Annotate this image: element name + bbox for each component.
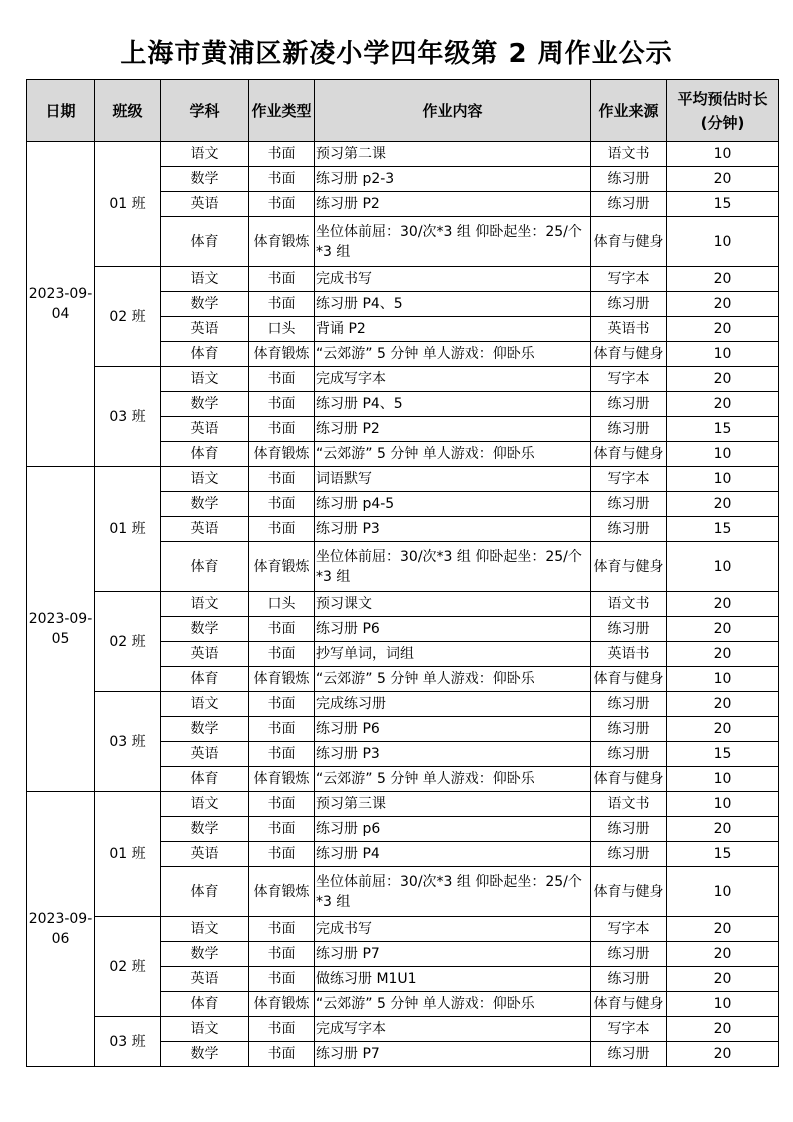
type-cell: 口头 bbox=[249, 317, 315, 342]
source-cell: 体育与健身 bbox=[591, 442, 667, 467]
type-cell: 体育锻炼 bbox=[249, 867, 315, 917]
subject-cell: 体育 bbox=[161, 442, 249, 467]
source-cell: 练习册 bbox=[591, 517, 667, 542]
page-title: 上海市黄浦区新凌小学四年级第 2 周作业公示 bbox=[120, 39, 673, 69]
table-row bbox=[27, 267, 779, 292]
subject-cell: 英语 bbox=[161, 967, 249, 992]
content-cell: 练习册 P4、5 bbox=[315, 292, 591, 317]
subject-cell: 语文 bbox=[161, 1017, 249, 1042]
source-cell: 英语书 bbox=[591, 317, 667, 342]
source-cell: 练习册 bbox=[591, 967, 667, 992]
content-cell: “云郊游” 5 分钟 单人游戏：仰卧乐 bbox=[315, 667, 591, 692]
table-row bbox=[27, 792, 779, 817]
subject-cell: 语文 bbox=[161, 142, 249, 167]
subject-cell: 数学 bbox=[161, 492, 249, 517]
content-cell: 预习第二课 bbox=[315, 142, 591, 167]
header-date: 日期 bbox=[27, 80, 95, 142]
content-cell: 练习册 P3 bbox=[315, 742, 591, 767]
type-cell: 书面 bbox=[249, 717, 315, 742]
type-cell: 体育锻炼 bbox=[249, 442, 315, 467]
subject-cell: 英语 bbox=[161, 642, 249, 667]
class-cell: 02 班 bbox=[95, 267, 161, 367]
type-cell: 书面 bbox=[249, 942, 315, 967]
time-cell: 10 bbox=[667, 142, 779, 167]
content-cell: 练习册 p4-5 bbox=[315, 492, 591, 517]
subject-cell: 语文 bbox=[161, 367, 249, 392]
type-cell: 书面 bbox=[249, 742, 315, 767]
class-cell: 03 班 bbox=[95, 1017, 161, 1067]
time-cell: 15 bbox=[667, 517, 779, 542]
subject-cell: 语文 bbox=[161, 692, 249, 717]
source-cell: 语文书 bbox=[591, 792, 667, 817]
type-cell: 书面 bbox=[249, 467, 315, 492]
type-cell: 书面 bbox=[249, 492, 315, 517]
type-cell: 书面 bbox=[249, 1017, 315, 1042]
source-cell: 写字本 bbox=[591, 267, 667, 292]
source-cell: 体育与健身 bbox=[591, 542, 667, 592]
content-cell: 做练习册 M1U1 bbox=[315, 967, 591, 992]
time-cell: 20 bbox=[667, 317, 779, 342]
type-cell: 体育锻炼 bbox=[249, 342, 315, 367]
subject-cell: 英语 bbox=[161, 417, 249, 442]
type-cell: 体育锻炼 bbox=[249, 767, 315, 792]
subject-cell: 英语 bbox=[161, 517, 249, 542]
subject-cell: 语文 bbox=[161, 917, 249, 942]
class-cell: 01 班 bbox=[95, 142, 161, 267]
time-cell: 20 bbox=[667, 967, 779, 992]
source-cell: 写字本 bbox=[591, 467, 667, 492]
date-cell: 2023-09-05 bbox=[27, 467, 95, 792]
time-cell: 10 bbox=[667, 667, 779, 692]
content-cell: 完成书写 bbox=[315, 917, 591, 942]
table-body bbox=[27, 142, 779, 1067]
content-cell: 词语默写 bbox=[315, 467, 591, 492]
subject-cell: 语文 bbox=[161, 267, 249, 292]
header-source: 作业来源 bbox=[591, 80, 667, 142]
source-cell: 练习册 bbox=[591, 292, 667, 317]
source-cell: 练习册 bbox=[591, 817, 667, 842]
source-cell: 练习册 bbox=[591, 417, 667, 442]
subject-cell: 数学 bbox=[161, 942, 249, 967]
source-cell: 练习册 bbox=[591, 692, 667, 717]
content-cell: 练习册 P4、5 bbox=[315, 392, 591, 417]
subject-cell: 数学 bbox=[161, 817, 249, 842]
content-cell: 练习册 P2 bbox=[315, 192, 591, 217]
content-cell: 练习册 P7 bbox=[315, 1042, 591, 1067]
time-cell: 10 bbox=[667, 217, 779, 267]
homework-table bbox=[26, 79, 779, 1067]
source-cell: 练习册 bbox=[591, 842, 667, 867]
source-cell: 写字本 bbox=[591, 1017, 667, 1042]
header-type: 作业类型 bbox=[249, 80, 315, 142]
subject-cell: 英语 bbox=[161, 317, 249, 342]
source-cell: 写字本 bbox=[591, 917, 667, 942]
class-cell: 01 班 bbox=[95, 792, 161, 917]
content-cell: “云郊游” 5 分钟 单人游戏：仰卧乐 bbox=[315, 992, 591, 1017]
type-cell: 书面 bbox=[249, 967, 315, 992]
subject-cell: 数学 bbox=[161, 1042, 249, 1067]
content-cell: 预习第三课 bbox=[315, 792, 591, 817]
class-cell: 03 班 bbox=[95, 692, 161, 792]
type-cell: 口头 bbox=[249, 592, 315, 617]
time-cell: 10 bbox=[667, 542, 779, 592]
time-cell: 20 bbox=[667, 817, 779, 842]
time-cell: 20 bbox=[667, 1017, 779, 1042]
time-cell: 10 bbox=[667, 767, 779, 792]
header-time: 平均预估时长(分钟) bbox=[667, 80, 779, 142]
content-cell: 练习册 P3 bbox=[315, 517, 591, 542]
subject-cell: 体育 bbox=[161, 342, 249, 367]
subject-cell: 英语 bbox=[161, 842, 249, 867]
source-cell: 写字本 bbox=[591, 367, 667, 392]
content-cell: 预习课文 bbox=[315, 592, 591, 617]
time-cell: 10 bbox=[667, 442, 779, 467]
content-cell: 完成写字本 bbox=[315, 367, 591, 392]
content-cell: 坐位体前屈：30/次*3 组 仰卧起坐：25/个*3 组 bbox=[315, 542, 591, 592]
type-cell: 书面 bbox=[249, 642, 315, 667]
content-cell: 坐位体前屈：30/次*3 组 仰卧起坐：25/个*3 组 bbox=[315, 867, 591, 917]
table-row bbox=[27, 142, 779, 167]
type-cell: 体育锻炼 bbox=[249, 667, 315, 692]
source-cell: 练习册 bbox=[591, 1042, 667, 1067]
table-row bbox=[27, 592, 779, 617]
subject-cell: 体育 bbox=[161, 867, 249, 917]
header-row bbox=[27, 80, 779, 142]
content-cell: 完成书写 bbox=[315, 267, 591, 292]
time-cell: 15 bbox=[667, 417, 779, 442]
type-cell: 书面 bbox=[249, 167, 315, 192]
source-cell: 体育与健身 bbox=[591, 217, 667, 267]
table-row bbox=[27, 367, 779, 392]
time-cell: 10 bbox=[667, 342, 779, 367]
content-cell: 练习册 P6 bbox=[315, 617, 591, 642]
type-cell: 书面 bbox=[249, 517, 315, 542]
source-cell: 体育与健身 bbox=[591, 867, 667, 917]
class-cell: 02 班 bbox=[95, 917, 161, 1017]
type-cell: 书面 bbox=[249, 792, 315, 817]
type-cell: 书面 bbox=[249, 1042, 315, 1067]
time-cell: 10 bbox=[667, 792, 779, 817]
class-cell: 03 班 bbox=[95, 367, 161, 467]
subject-cell: 数学 bbox=[161, 392, 249, 417]
source-cell: 语文书 bbox=[591, 142, 667, 167]
source-cell: 体育与健身 bbox=[591, 767, 667, 792]
subject-cell: 体育 bbox=[161, 217, 249, 267]
source-cell: 练习册 bbox=[591, 492, 667, 517]
time-cell: 10 bbox=[667, 867, 779, 917]
table-row bbox=[27, 467, 779, 492]
source-cell: 体育与健身 bbox=[591, 342, 667, 367]
source-cell: 练习册 bbox=[591, 942, 667, 967]
content-cell: “云郊游” 5 分钟 单人游戏：仰卧乐 bbox=[315, 767, 591, 792]
type-cell: 书面 bbox=[249, 917, 315, 942]
table-row bbox=[27, 917, 779, 942]
type-cell: 书面 bbox=[249, 692, 315, 717]
source-cell: 练习册 bbox=[591, 167, 667, 192]
type-cell: 书面 bbox=[249, 617, 315, 642]
source-cell: 体育与健身 bbox=[591, 992, 667, 1017]
subject-cell: 数学 bbox=[161, 717, 249, 742]
type-cell: 体育锻炼 bbox=[249, 217, 315, 267]
header-content: 作业内容 bbox=[315, 80, 591, 142]
type-cell: 体育锻炼 bbox=[249, 542, 315, 592]
content-cell: 练习册 p2-3 bbox=[315, 167, 591, 192]
subject-cell: 英语 bbox=[161, 742, 249, 767]
content-cell: 坐位体前屈：30/次*3 组 仰卧起坐：25/个*3 组 bbox=[315, 217, 591, 267]
subject-cell: 语文 bbox=[161, 592, 249, 617]
content-cell: 练习册 p6 bbox=[315, 817, 591, 842]
type-cell: 体育锻炼 bbox=[249, 992, 315, 1017]
date-cell: 2023-09-04 bbox=[27, 142, 95, 467]
time-cell: 10 bbox=[667, 992, 779, 1017]
source-cell: 体育与健身 bbox=[591, 667, 667, 692]
time-cell: 20 bbox=[667, 717, 779, 742]
source-cell: 语文书 bbox=[591, 592, 667, 617]
type-cell: 书面 bbox=[249, 142, 315, 167]
content-cell: “云郊游” 5 分钟 单人游戏：仰卧乐 bbox=[315, 442, 591, 467]
time-cell: 20 bbox=[667, 617, 779, 642]
date-cell: 2023-09-06 bbox=[27, 792, 95, 1067]
content-cell: 练习册 P4 bbox=[315, 842, 591, 867]
type-cell: 书面 bbox=[249, 417, 315, 442]
time-cell: 20 bbox=[667, 592, 779, 617]
class-cell: 02 班 bbox=[95, 592, 161, 692]
header-class: 班级 bbox=[95, 80, 161, 142]
content-cell: 完成写字本 bbox=[315, 1017, 591, 1042]
source-cell: 练习册 bbox=[591, 742, 667, 767]
content-cell: “云郊游” 5 分钟 单人游戏：仰卧乐 bbox=[315, 342, 591, 367]
content-cell: 完成练习册 bbox=[315, 692, 591, 717]
subject-cell: 体育 bbox=[161, 767, 249, 792]
subject-cell: 英语 bbox=[161, 192, 249, 217]
time-cell: 20 bbox=[667, 642, 779, 667]
time-cell: 20 bbox=[667, 942, 779, 967]
content-cell: 背诵 P2 bbox=[315, 317, 591, 342]
table-row bbox=[27, 692, 779, 717]
type-cell: 书面 bbox=[249, 267, 315, 292]
content-cell: 抄写单词，词组 bbox=[315, 642, 591, 667]
subject-cell: 体育 bbox=[161, 542, 249, 592]
source-cell: 英语书 bbox=[591, 642, 667, 667]
content-cell: 练习册 P7 bbox=[315, 942, 591, 967]
subject-cell: 数学 bbox=[161, 617, 249, 642]
time-cell: 10 bbox=[667, 467, 779, 492]
source-cell: 练习册 bbox=[591, 192, 667, 217]
subject-cell: 语文 bbox=[161, 467, 249, 492]
subject-cell: 体育 bbox=[161, 992, 249, 1017]
subject-cell: 数学 bbox=[161, 167, 249, 192]
time-cell: 15 bbox=[667, 742, 779, 767]
time-cell: 20 bbox=[667, 492, 779, 517]
type-cell: 书面 bbox=[249, 392, 315, 417]
time-cell: 15 bbox=[667, 192, 779, 217]
source-cell: 练习册 bbox=[591, 617, 667, 642]
type-cell: 书面 bbox=[249, 192, 315, 217]
time-cell: 20 bbox=[667, 1042, 779, 1067]
class-cell: 01 班 bbox=[95, 467, 161, 592]
type-cell: 书面 bbox=[249, 292, 315, 317]
time-cell: 15 bbox=[667, 842, 779, 867]
type-cell: 书面 bbox=[249, 817, 315, 842]
source-cell: 练习册 bbox=[591, 717, 667, 742]
content-cell: 练习册 P2 bbox=[315, 417, 591, 442]
time-cell: 20 bbox=[667, 292, 779, 317]
subject-cell: 体育 bbox=[161, 667, 249, 692]
subject-cell: 语文 bbox=[161, 792, 249, 817]
time-cell: 20 bbox=[667, 692, 779, 717]
type-cell: 书面 bbox=[249, 367, 315, 392]
type-cell: 书面 bbox=[249, 842, 315, 867]
time-cell: 20 bbox=[667, 917, 779, 942]
subject-cell: 数学 bbox=[161, 292, 249, 317]
time-cell: 20 bbox=[667, 392, 779, 417]
source-cell: 练习册 bbox=[591, 392, 667, 417]
header-subject: 学科 bbox=[161, 80, 249, 142]
time-cell: 20 bbox=[667, 367, 779, 392]
time-cell: 20 bbox=[667, 267, 779, 292]
time-cell: 20 bbox=[667, 167, 779, 192]
table-row bbox=[27, 1017, 779, 1042]
content-cell: 练习册 P6 bbox=[315, 717, 591, 742]
